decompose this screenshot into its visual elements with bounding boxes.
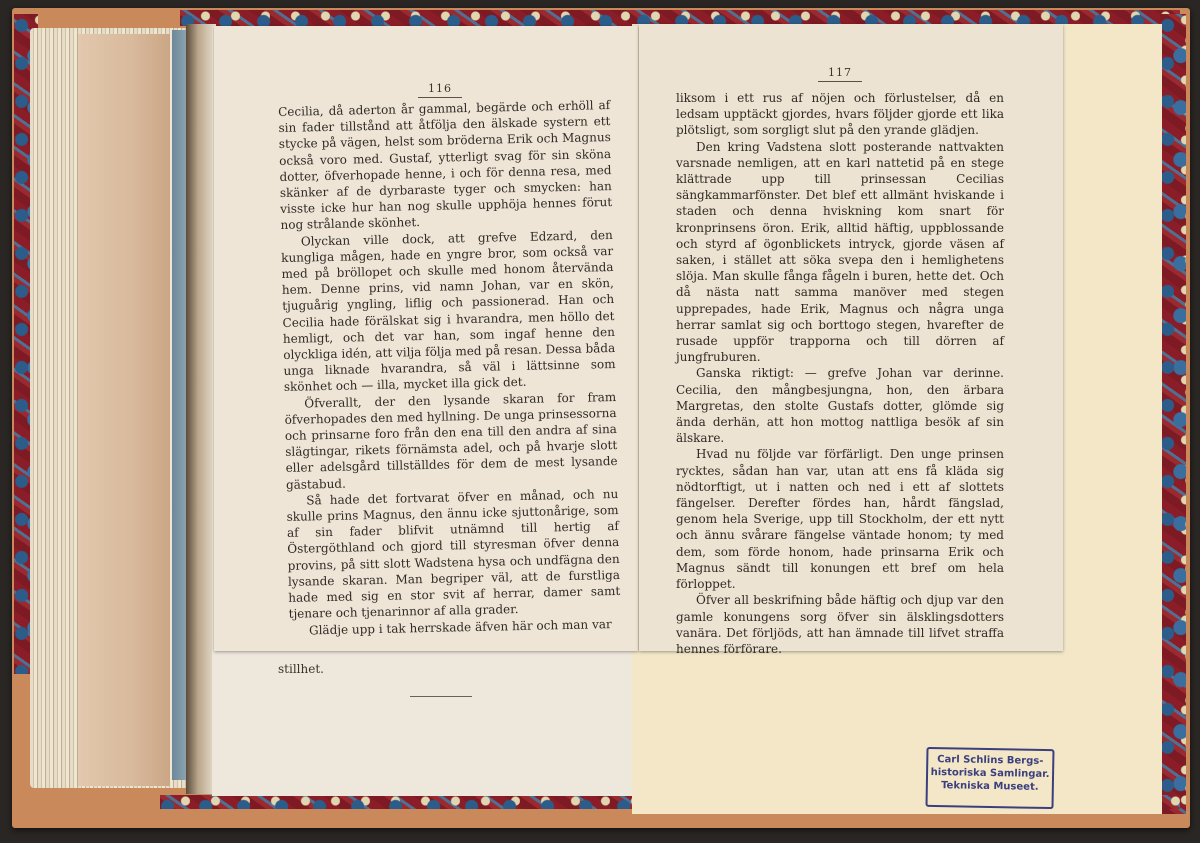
paragraph: Så hade det fortvarat öfver en månad, och nu skulle prins Magnus, den ännu icke sjuttonårige, som af sin fader blifvit utnämnd till hertig af Östergöthland och gjord till styresman öfver denna provins, på sitt slott Wadstena hysa och undfägna den lysande skaran. Man begriper väl, att de furstliga hade med sig en stor svit af herrar, damer samt tjenare och tjenarinnor af alla grader.	[286, 486, 621, 622]
paragraph: liksom i ett rus af nöjen och förlustelser, då en ledsam upptäckt gjordes, hvars följder gjorde ett lika plötsligt, som sorgligt slut på den yrande glädjen.	[676, 91, 1004, 138]
page-block-strip	[78, 34, 170, 786]
museum-stamp	[925, 747, 1054, 809]
paragraph: Olyckan ville dock, att grefve Edzard, den kungliga mågen, hade en yngre bror, som också var med på bröllopet och skulle med honom återvända hem. Denne prins, vid namn Johan, var en skön, tjuguårig yngling, liflig och passionerad. Han och Cecilia hade förälskat sig i hvarandra, men höllo det hemligt, och det var han, som ingaf henne den olyckliga idén, att vilja följa med på resan. Dessa båda unga liknade hvarandra, så väl i lättsinne som skönhet och — illa, mycket illa gick det.	[281, 227, 616, 395]
page-116-text	[278, 97, 621, 639]
stamp-line: Carl Schlins Bergs-	[937, 754, 1044, 767]
page-117-text	[676, 90, 1004, 657]
stamp-line: Tekniska Museet.	[941, 780, 1039, 793]
page-number-116: 116	[428, 82, 452, 95]
underlying-end-rule	[410, 696, 472, 697]
paragraph: Öfverallt, der den lysande skaran for fram öfverhopades den med hyllning. De unga prinsessorna och prinsarne foro från den ena till den andra af sina slägtingar, rikets förnämsta adel, och på hvarje slott eller adelsgård tillställdes för dem de mest lysande gästabud.	[284, 389, 618, 492]
paragraph: Den kring Vadstena slott posterande nattvakten varsnade nemligen, att en karl nattetid på en stege klättrade upp till prinsessan Cecilias sängkammarfönster. Det blef ett allmänt hviskande i staden och denna hviskning kom snart för kronprinsens öron. Erik, alltid häftig, uppblossande och styrd af ögonblickets intryck, gjorde väsen af saken, i stället att söka svepa den i hemlighetens slöja. Man skulle fånga fågeln i buren, hette det. Och då nästa natt samma manöver med stegen upprepades, hade Erik, Magnus och några unga herrar samlat sig och borttogo stegen, hvarefter de rusade uppför trapporna och till dörren af jungfruburen.	[676, 139, 1004, 365]
stamp-line: historiska Samlingar.	[930, 766, 1050, 781]
marbled-board-right	[1160, 14, 1186, 814]
page-number-117: 117	[828, 66, 852, 79]
page-number-rule	[818, 81, 862, 82]
paragraph: Cecilia, då aderton år gammal, begärde och erhöll af sin fader tillstånd att åtfölja den älskade systern ett stycke på vägen, helst som bröderna Erik och Magnus också voro med. Gustaf, ytterligt svag för sin sköna dotter, öfverhopade henne, i och för denna resa, med skänker af de dyrbaraste tyger och smycken: han visste icke hur han nog skulle upphöja hennes förut nog strålande skönhet.	[278, 98, 613, 233]
paragraph: Öfver all beskrifning både häftig och djup var den gamle konungens sorg öfver sin älsklingsdotters vanära. Det förljöds, att han ämnade till lifvet straffa hennes förförare.	[676, 593, 1004, 656]
paragraph: Ganska riktigt: — grefve Johan var derinne. Cecilia, den mångbesjungna, hon, den ärbara Margretas, den stolte Gustafs dotter, glömde sig ända derhän, att hon mottog nattliga besök af sin älskare.	[676, 366, 1004, 446]
paragraph: Glädje upp i tak herrskade äfven här och man var	[308, 616, 612, 637]
page-number-rule	[418, 97, 462, 98]
paragraph: Hvad nu följde var förfärligt. Den unge prinsen rycktes, sådan han var, utan att ens få kläda sig nödtorftigt, ut i natten och ned i ett af slottets fängelser. Derefter fördes han, hårdt fängslad, genom hela Sverige, upp till Stockholm, der ett nytt och ännu svårare fängelse väntade honom; ty med dem, som förde honom, hade prinsarna Erik och Magnus sändt till konungen ett bref om hela förloppet.	[676, 447, 1004, 592]
underlying-last-line: stillhet.	[278, 662, 324, 676]
